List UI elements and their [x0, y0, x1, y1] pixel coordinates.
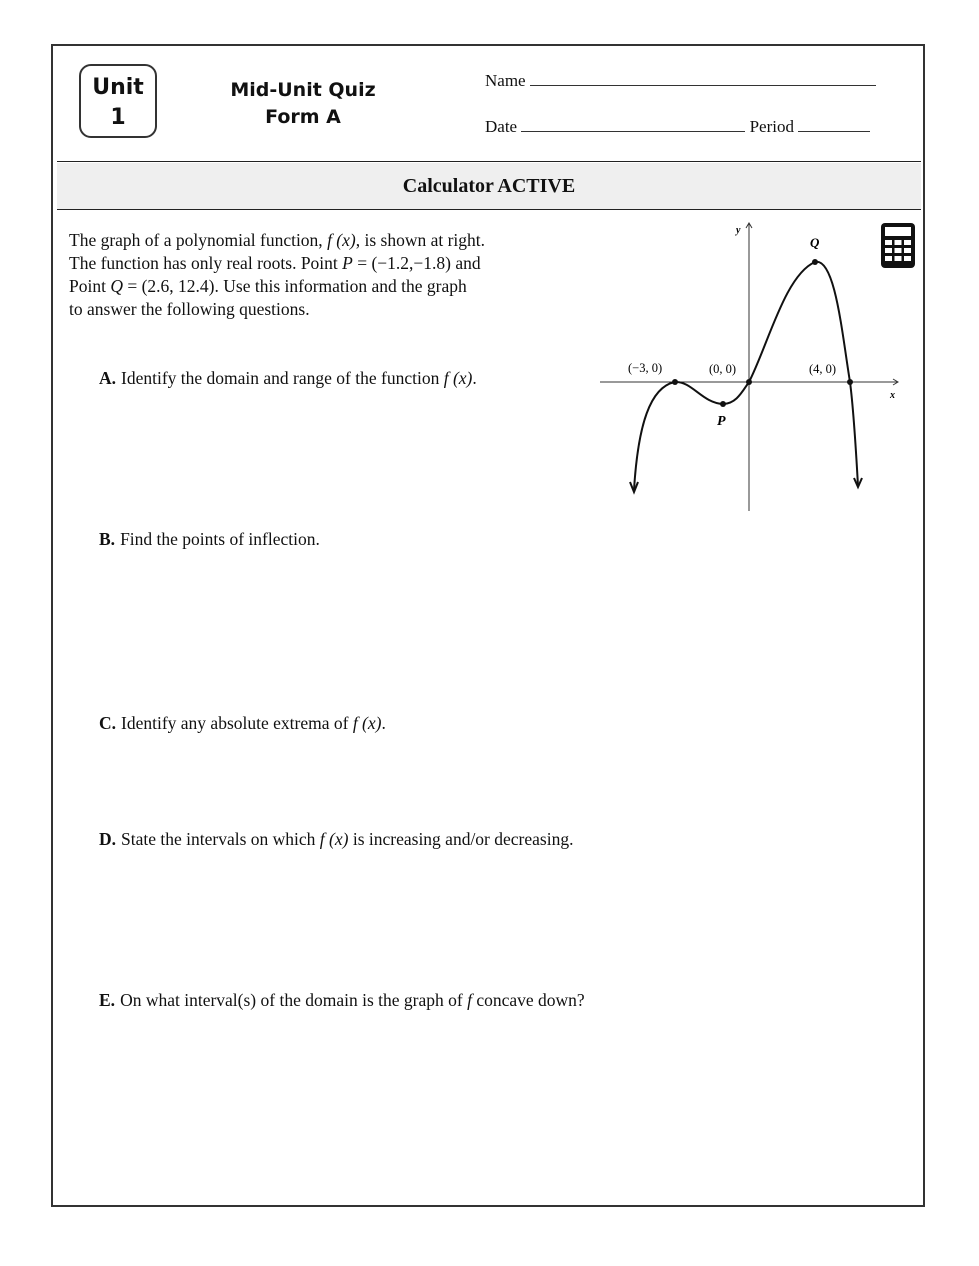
unit-badge: [79, 64, 157, 138]
x-axis-label: x: [890, 390, 895, 401]
point-q: [812, 259, 818, 265]
unit-label: Unit: [92, 75, 144, 100]
label-root3: (4, 0): [809, 362, 837, 376]
question-d: D. State the intervals on which f (x) is increasing and/or decreasing.: [99, 829, 574, 849]
question-c: C. Identify any absolute extrema of f (x).: [99, 713, 386, 733]
question-b: B. Find the points of inflection.: [99, 529, 320, 549]
date-line[interactable]: [521, 117, 745, 132]
root-point-neg3: [672, 379, 678, 385]
date-field[interactable]: [485, 117, 870, 137]
quiz-form: Form A: [265, 106, 341, 128]
root-point-4: [847, 379, 853, 385]
label-root2: (0, 0): [709, 362, 737, 376]
fx-symbol: f (x): [327, 230, 356, 250]
name-field[interactable]: [485, 71, 876, 91]
quiz-title: [200, 77, 406, 131]
polynomial-graph: [590, 215, 910, 515]
date-label: Date: [485, 117, 518, 136]
name-label: Name: [485, 71, 526, 90]
intro-paragraph: The graph of a polynomial function, f (x), is shown at right. The function has only real roots. Point P = (−1.2,−1.8) and Point Q = (2.6, 12.4). Use this information and the graph to answer the following questions.: [69, 230, 486, 319]
question-e: E. On what interval(s) of the domain is the graph of f concave down?: [99, 990, 585, 1010]
label-q: Q: [810, 235, 820, 250]
question-a: A. Identify the domain and range of the function f (x).: [99, 368, 477, 388]
header-rule-bottom: [57, 209, 921, 210]
label-p: P: [717, 414, 726, 429]
unit-number: 1: [110, 105, 126, 130]
y-axis-label: y: [736, 225, 741, 236]
period-label: Period: [749, 117, 794, 136]
q-symbol: Q: [110, 276, 123, 296]
label-root1: (−3, 0): [628, 361, 663, 375]
quiz-title-line1: Mid-Unit Quiz: [230, 79, 376, 101]
root-point-0: [746, 379, 752, 385]
point-p: [720, 401, 726, 407]
p-symbol: P: [342, 253, 353, 273]
header-rule-top: [57, 161, 921, 162]
calculator-banner: Calculator ACTIVE: [57, 163, 921, 210]
name-line[interactable]: [530, 71, 876, 86]
period-line[interactable]: [798, 117, 870, 132]
